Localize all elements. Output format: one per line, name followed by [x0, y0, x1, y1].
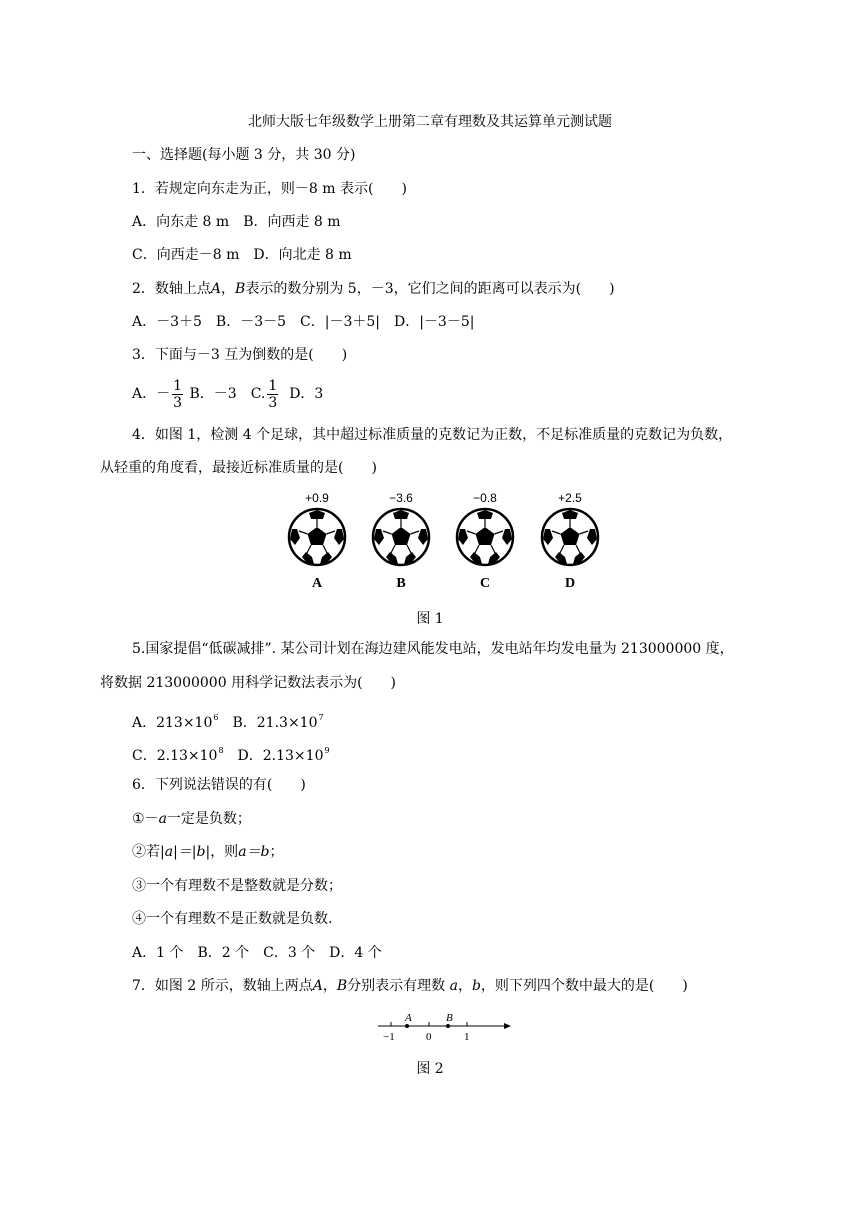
soccer-ball-icon [539, 506, 601, 568]
q6-statement-3: ③一个有理数不是整数就是分数； [132, 878, 342, 894]
q6-stem: 6．下列说法错误的有( ) [132, 777, 306, 793]
ball-figure-c [450, 490, 520, 592]
q2-var-a: A [210, 281, 222, 297]
q4-stem-line1: 4．如图 1，检测 4 个足球，其中超过标准质量的克数记为正数，不足标准质量的克数记为负数， [132, 427, 733, 443]
point-b-dot [446, 1024, 450, 1028]
q2-options: A．－3＋5 B．－3－5 C．|－3＋5| D．|－3－5| [132, 314, 475, 330]
soccer-ball-icon [454, 506, 516, 568]
q5-opt-c-base: C．2.13×10 [132, 748, 218, 764]
soccer-ball-icon [370, 506, 432, 568]
q5-options-cd [132, 742, 330, 765]
q6-s2-start: ②若 [132, 844, 160, 860]
q7-comma: ， [322, 978, 337, 994]
ball-figure-a [282, 490, 352, 592]
point-b-label: B [446, 1012, 453, 1024]
q6-statement-1 [132, 810, 251, 828]
q7-var-lb: b [471, 978, 481, 994]
q1-options-cd: C．向西走－8 m D．向北走 8 m [132, 247, 352, 263]
q6-s1-start: ①－ [132, 811, 159, 827]
q3-opt-d: D．3 [289, 386, 324, 402]
q5-opt-b-exp: 7 [318, 713, 324, 722]
ball-label: D [564, 576, 576, 591]
q3-fraction-a-num: 1 [173, 377, 183, 394]
point-a-label: A [405, 1012, 412, 1024]
q7-var-a: A [312, 978, 323, 994]
q7-stem-end: ，则下列四个数中最大的是( ) [480, 978, 688, 994]
tick-label-minus-1: −1 [383, 1031, 395, 1043]
q5-options-ab [132, 709, 324, 732]
q5-opt-b-base: B．21.3×10 [232, 715, 318, 731]
q6-s2-end: ； [269, 844, 284, 860]
q3-stem: 3．下面与－3 互为倒数的是( ) [132, 347, 348, 363]
q6-s2-abs: |a|＝|b| [160, 844, 211, 860]
q5-opt-d-base: D．2.13×10 [237, 748, 324, 764]
q7-stem [132, 977, 688, 995]
q2-stem-end: 表示的数分别为 5，－3，它们之间的距离可以表示为( ) [245, 281, 615, 297]
ball-value: −3.6 [389, 491, 413, 505]
q5-opt-c-exp: 8 [218, 746, 224, 755]
q3-options [132, 377, 323, 411]
q6-s2-mid: ，则 [210, 844, 239, 860]
tick-label-0: 0 [426, 1031, 432, 1043]
ball-figure-d [535, 490, 605, 592]
tick-label-1: 1 [464, 1031, 470, 1043]
ball-value: +0.9 [305, 491, 329, 505]
ball-value: −0.8 [473, 491, 497, 505]
q2-stem [132, 280, 615, 298]
section-heading: 一、选择题(每小题 3 分，共 30 分) [132, 147, 356, 163]
ball-label: A [311, 576, 323, 591]
ball-figure-b [366, 490, 436, 592]
q7-stem-start: 7．如图 2 所示，数轴上两点 [132, 978, 313, 994]
q7-stem-mid: 分别表示有理数 [347, 978, 446, 994]
q2-var-b: B [235, 281, 246, 297]
number-line-figure [375, 1010, 515, 1046]
q2-comma: ， [221, 281, 236, 297]
q5-stem-line2: 将数据 213000000 用科学记数法表示为( ) [100, 675, 396, 691]
q3-opt-bc: B．－3 C. [189, 386, 266, 402]
q6-s1-var: a [158, 811, 167, 827]
q3-fraction-a [172, 378, 183, 411]
q6-statement-4: ④一个有理数不是正数就是负数. [132, 911, 333, 927]
q5-stem-line1: 5.国家提倡“低碳减排”. 某公司计划在海边建风能发电站，发电站年均发电量为 213000000 度， [132, 641, 734, 657]
point-a-dot [405, 1024, 409, 1028]
q3-fraction-c [267, 378, 278, 411]
figure-2-caption: 图 2 [416, 1061, 444, 1077]
soccer-ball-icon [286, 506, 348, 568]
q5-opt-d-exp: 9 [324, 746, 330, 755]
axis-arrow-icon [504, 1023, 511, 1029]
ball-value: +2.5 [558, 491, 582, 505]
q5-opt-a-exp: 6 [213, 713, 219, 722]
q3-opt-a: A．－ [132, 386, 171, 402]
q1-stem: 1．若规定向东走为正，则－8 m 表示( ) [132, 181, 407, 197]
q4-stem-line2: 从轻重的角度看，最接近标准质量的是( ) [100, 460, 377, 476]
q3-fraction-a-den: 3 [173, 394, 183, 411]
figure-1-caption: 图 1 [416, 611, 444, 627]
ball-label: C [479, 576, 491, 591]
q7-var-la: a [449, 978, 458, 994]
q2-stem-start: 2．数轴上点 [132, 281, 211, 297]
q7-var-b: B [336, 978, 348, 994]
q6-s2-eq: a＝b [238, 844, 270, 860]
q6-s1-end: 一定是负数； [166, 811, 251, 827]
q5-opt-a-base: A．213×10 [132, 715, 213, 731]
q7-comma2: ， [457, 978, 472, 994]
q3-fraction-c-den: 3 [268, 394, 278, 411]
q1-options-ab: A．向东走 8 m B．向西走 8 m [132, 214, 341, 230]
q3-fraction-c-num: 1 [268, 377, 278, 394]
ball-label: B [396, 576, 406, 591]
q6-statement-2 [132, 843, 284, 861]
q6-options: A．1 个 B．2 个 C．3 个 D．4 个 [132, 945, 382, 961]
page-title: 北师大版七年级数学上册第二章有理数及其运算单元测试题 [248, 114, 612, 130]
